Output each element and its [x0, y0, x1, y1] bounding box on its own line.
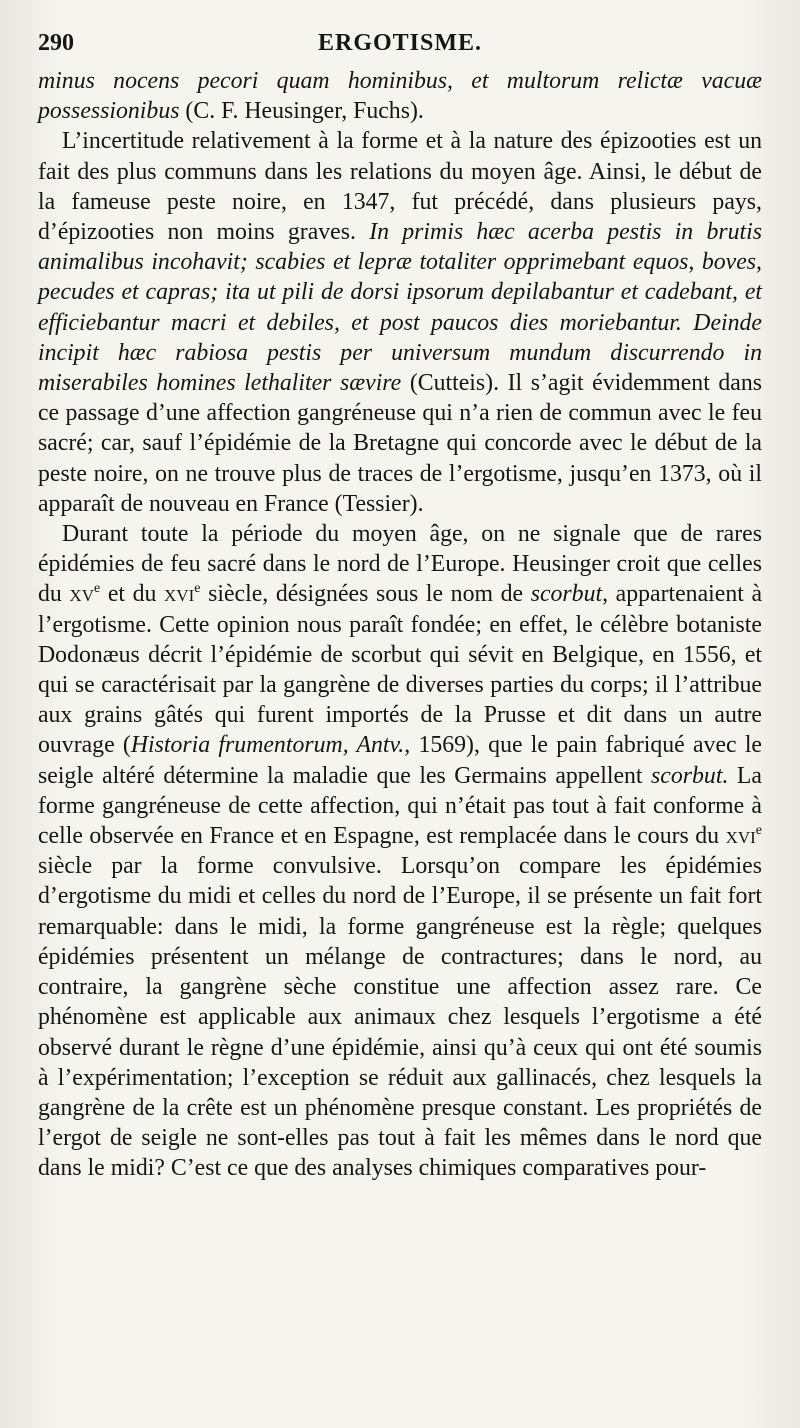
italic-text-segment: In primis hæc acerba pestis in brutis animalibus incohavit; scabies et lepræ totaliter opprimebant equos, boves, pecudes et capras; ita ut pili de dorsi ipsorum depilabantur et cadebant, et efficiebantur macri et debiles, et post paucos dies moriebantur. Deinde incipit hæc rabiosa pestis per universum mundum discurrendo in miserabiles homines lethaliter sævire — [38, 219, 762, 397]
text-segment: (C. F. Heusinger, Fuchs). — [179, 98, 424, 125]
italic-text-segment: Historia frumentorum, Antv. — [130, 732, 405, 759]
paragraph — [38, 126, 762, 519]
text-segment: siècle, désignées sous le nom de — [200, 581, 531, 608]
text-segment: xvi — [725, 823, 756, 850]
text-segment: e — [194, 581, 201, 597]
text-segment: La forme gangréneuse de cette affection, qui n’était pas tout à fait conforme à celle observée en France et en Espagne, est remplacée dans le cours du — [38, 762, 762, 850]
text-segment: e — [755, 823, 762, 839]
page-number: 290 — [38, 30, 74, 56]
body-text — [38, 66, 762, 1184]
running-title: ERGOTISME. — [317, 30, 483, 56]
text-segment: e — [93, 581, 101, 597]
italic-text-segment: scorbut. — [651, 762, 729, 789]
paragraph — [38, 66, 762, 126]
paragraph — [38, 519, 762, 1183]
italic-text-segment: minus nocens pecori quam hominibus, et multorum relictæ vacuæ possessionibus — [38, 68, 762, 125]
text-segment: xv — [69, 581, 94, 608]
text-segment: Durant toute la période du moyen âge, on ne signale que de rares épidémies de feu sacré dans le nord de l’Europe. Heusinger croit que celles du — [38, 521, 762, 608]
text-segment: , 1569), que le pain fabriqué avec le seigle altéré détermine la maladie que les Germains appellent — [38, 732, 762, 789]
text-segment: L’incertitude relativement à la forme et à la nature des épizooties est un fait des plus communs dans les relations du moyen âge. Ainsi, le début de la fameuse peste noire, en 1347, fut précédé, dans plusieurs pays, d’épizooties non moins graves. — [38, 128, 762, 246]
text-segment: (Cutteis). Il s’agit évidemment dans ce passage d’une affection gangréneuse qui n’a rien de commun avec le feu sacré; car, sauf l’épidémie de la Bretagne qui concorde avec le début de la peste noire, on ne trouve plus de traces de l’ergotisme, jusqu’en 1373, où il apparaît de nouveau en France (Tessier). — [38, 370, 762, 517]
text-segment: , appartenaient à l’ergotisme. Cette opinion nous paraît fondée; en effet, le célèbre botaniste Dodonæus décrit l’épidémie de scorbut qui sévit en Belgique, en 1556, et qui se caractérisait par la gangrène de diverses parties du corps; il l’attribue aux grains gâtés qui furent importés de la Prusse et dit dans un autre ouvrage ( — [38, 581, 763, 759]
text-segment: siècle par la forme convulsive. Lorsqu’on compare les épidémies d’ergotisme du midi et celles du nord de l’Europe, il se présente un fait fort remarquable: dans le midi, la forme gangréneuse est la règle; quelques épidémies présentent un mélange de contractures; dans le nord, au contraire, la gangrène sèche constitue une affection assez rare. Ce phénomène est applicable aux animaux chez lesquels l’ergotisme a été observé durant le règne d’une épidémie, ainsi qu’à ceux qui ont été soumis à l’expérimentation; l’exception se réduit aux gallinacés, chez lesquels la gangrène de la crête est un phénomène presque constant. Les propriétés de l’ergot de seigle ne sont-elles pas tout à fait les mêmes dans le nord que dans le midi? C’est ce que des analyses chimiques comparatives pour- — [38, 853, 762, 1182]
text-segment: xvi — [164, 581, 195, 608]
italic-text-segment: scorbut — [530, 581, 603, 608]
text-segment: et du — [100, 581, 165, 608]
page-header — [38, 30, 762, 66]
